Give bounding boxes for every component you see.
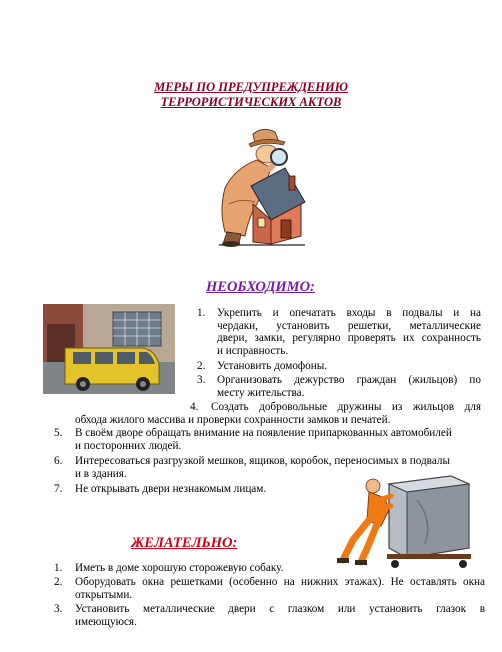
list-item-line: имеющуюся.: [75, 615, 137, 628]
list-item: [75, 562, 375, 575]
desirable-heading: ЖЕЛАТЕЛЬНО:: [131, 535, 238, 551]
list-item-number: 2.: [197, 360, 206, 372]
list-item-line: В своём дворе обращать внимание на появление припаркованных автомобилей: [75, 427, 452, 439]
list-item-line: Установить металлические двери с глазком или установить глазок в: [75, 603, 485, 615]
list-item-line: и в здания.: [75, 467, 127, 480]
list-item: [217, 374, 481, 399]
page-title: [0, 80, 502, 110]
list-item-line: Не открывать двери незнакомым лицам.: [75, 483, 267, 495]
list-item-line: двери, замки, регулярно проверять их сохранность: [217, 332, 481, 345]
worker-moving-container-icon: [333, 470, 478, 570]
list-item: [75, 603, 485, 628]
list-item-number: 3.: [197, 374, 206, 386]
list-item-line: месту жительства.: [217, 386, 305, 399]
list-item-number: 3.: [54, 603, 63, 615]
list-item-line: Организовать дежурство граждан (жильцов) по: [217, 374, 481, 386]
title-line-1: МЕРЫ ПО ПРЕДУПРЕЖДЕНИЮ: [154, 80, 348, 94]
list-item-line: Создать добровольные дружины из жильцов для: [211, 401, 481, 413]
list-item-line: Укрепить и опечатать входы в подвалы и на: [217, 307, 481, 319]
list-item-number: 2.: [54, 576, 63, 588]
list-item: [217, 307, 481, 357]
list-item-line: открытыми.: [75, 588, 133, 601]
title-line-2: ТЕРРОРИСТИЧЕСКИХ АКТОВ: [160, 95, 342, 109]
list-item-number: 1.: [54, 562, 63, 574]
list-item-number: 5.: [54, 427, 63, 439]
list-item-number: 6.: [54, 455, 63, 467]
yellow-van-street-photo: [43, 304, 175, 394]
list-item: [75, 483, 375, 496]
list-item-number: 1.: [197, 307, 206, 319]
list-item-line: Оборудовать окна решетками (особенно на нижних этажах). Не оставлять окна: [75, 576, 485, 588]
list-item: [217, 360, 481, 373]
list-item-line: и посторонних людей.: [75, 439, 182, 452]
list-item-number: 4.: [190, 401, 199, 413]
list-item: [75, 427, 485, 452]
list-item-line: обхода жилого массива и проверки сохранности замков и печатей.: [75, 414, 391, 426]
detective-house-icon: [205, 124, 310, 251]
list-item-number: 7.: [54, 483, 63, 495]
list-item-line: чердаки, установить решетки, металлические: [217, 319, 481, 332]
list-item: [75, 576, 485, 601]
list-item-line: Интересоваться разгрузкой мешков, ящиков, коробок, переносимых в подвалы: [75, 455, 450, 467]
list-item-line: и исправность.: [217, 344, 289, 357]
list-item-line: Иметь в доме хорошую сторожевую собаку.: [75, 562, 284, 574]
list-item-line: Установить домофоны.: [217, 360, 328, 372]
necessary-heading: НЕОБХОДИМО:: [206, 279, 315, 295]
